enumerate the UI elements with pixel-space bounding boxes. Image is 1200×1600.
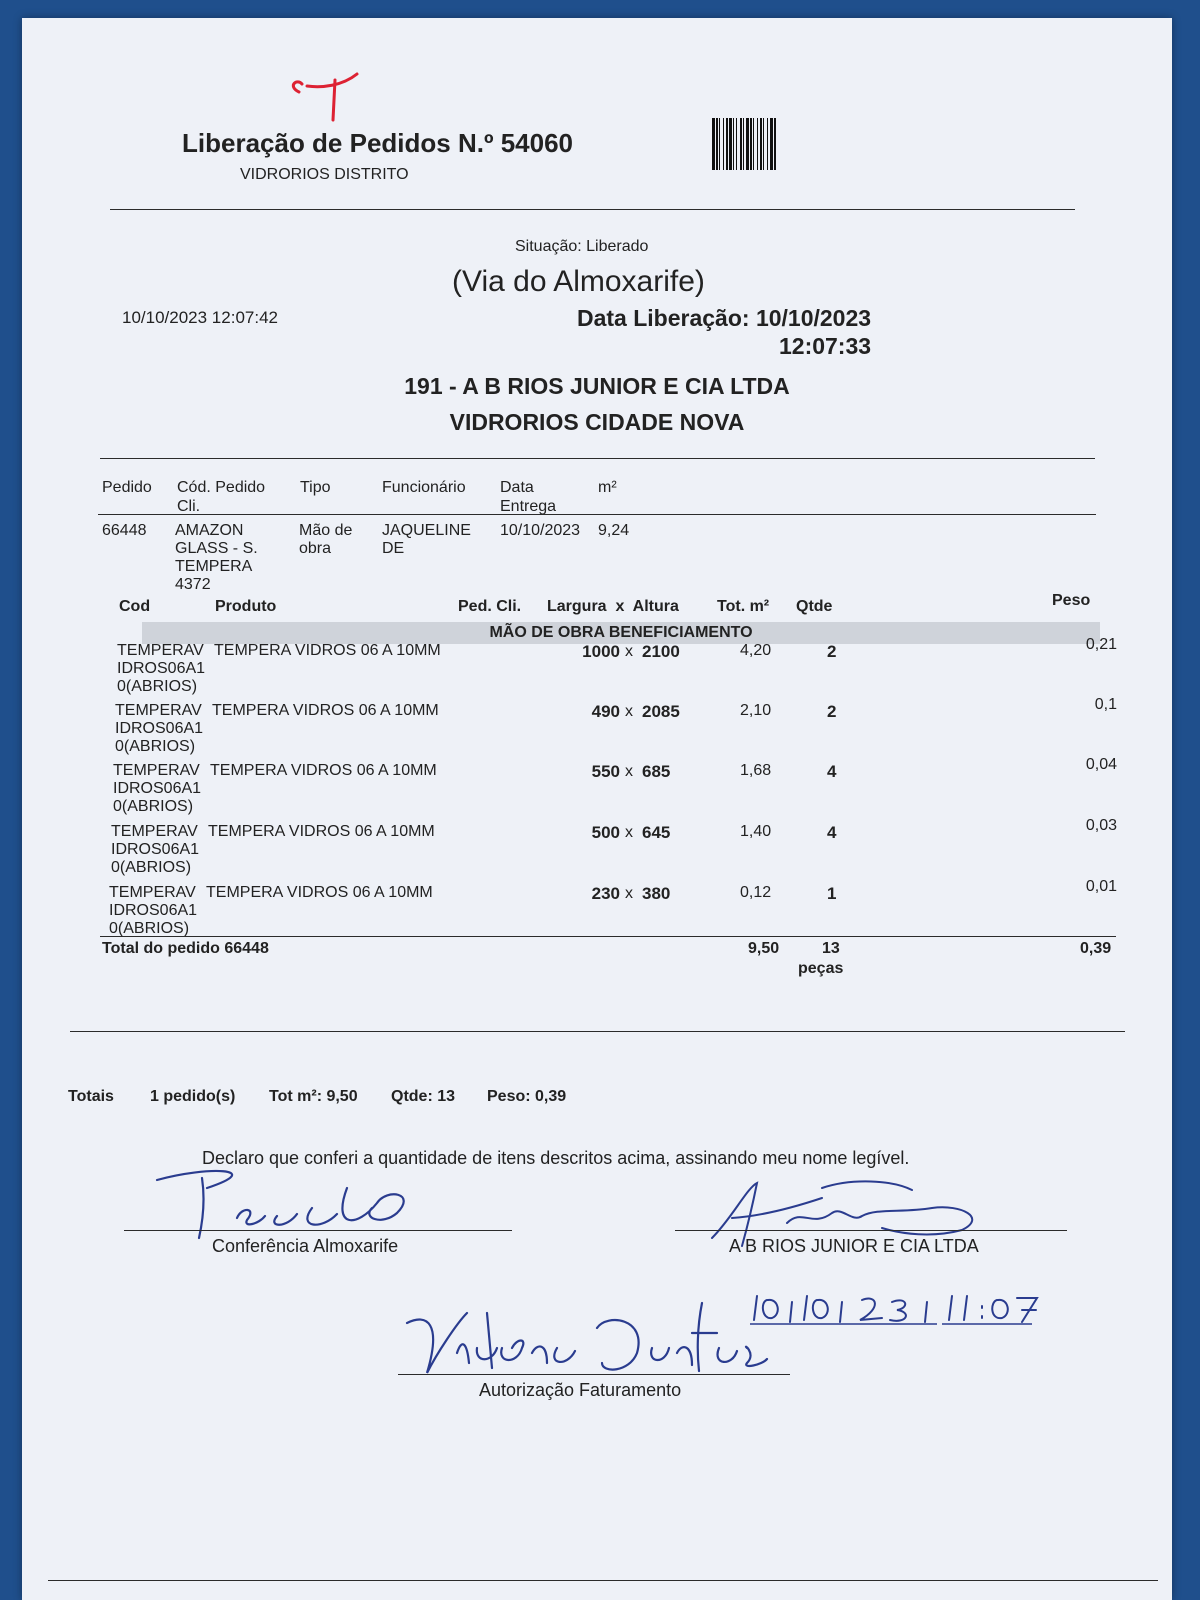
item-peso: 0,04 <box>1085 756 1117 773</box>
order-total-peso: 0,39 <box>1080 940 1112 957</box>
divider <box>100 936 1116 937</box>
item-cod-line: 0(ABRIOS) <box>113 798 194 815</box>
release-date <box>577 304 871 360</box>
customer-branch: VIDRORIOS CIDADE NOVA <box>449 409 745 435</box>
item-cod <box>109 884 209 938</box>
item-altura: 2085 <box>642 702 680 721</box>
signature-line <box>398 1374 790 1375</box>
divider <box>100 458 1095 459</box>
copy-type: (Via do Almoxarife) <box>452 265 705 298</box>
item-cod <box>111 823 211 877</box>
item-largura: 230 <box>591 884 620 903</box>
col-funcionario: Funcionário <box>382 479 466 496</box>
signature-line <box>124 1230 512 1231</box>
divider <box>98 514 1096 515</box>
order-total-qtde: 13 <box>822 940 840 957</box>
col-tipo: Tipo <box>300 479 331 496</box>
printed-timestamp: 10/10/2023 12:07:42 <box>122 308 278 327</box>
items-col-tot-m2: Tot. m² <box>717 598 770 615</box>
item-peso: 0,01 <box>1085 878 1117 895</box>
item-cod <box>117 642 217 696</box>
item-x: x <box>625 824 633 841</box>
item-altura: 2100 <box>642 642 680 661</box>
signature-label-cliente: A B RIOS JUNIOR E CIA LTDA <box>729 1236 979 1256</box>
document-page <box>22 18 1172 1600</box>
item-tot-m2: 1,40 <box>740 823 772 840</box>
release-time: 12:07:33 <box>778 333 872 359</box>
items-col-qtde: Qtde <box>796 598 833 615</box>
signature-line <box>675 1230 1067 1231</box>
item-peso: 0,1 <box>1094 696 1117 713</box>
item-largura: 500 <box>591 823 620 842</box>
item-peso: 0,03 <box>1085 817 1117 834</box>
item-tot-m2: 2,10 <box>740 702 772 719</box>
item-cod-line: TEMPERAV <box>113 762 200 779</box>
divider <box>48 1580 1158 1581</box>
totals-label: Totais <box>68 1088 114 1105</box>
item-produto: TEMPERA VIDROS 06 A 10MM <box>208 823 435 840</box>
col-m2: m² <box>598 479 617 496</box>
order-total-label: Total do pedido 66448 <box>102 940 269 957</box>
item-cod-line: 0(ABRIOS) <box>109 920 190 937</box>
item-qtde: 1 <box>827 884 837 903</box>
item-cod <box>115 702 215 756</box>
item-altura: 645 <box>642 823 671 842</box>
barcode <box>712 118 887 170</box>
item-cod-line: TEMPERAV <box>111 823 198 840</box>
signature-label-autorizacao: Autorização Faturamento <box>479 1380 682 1400</box>
item-cod-line: IDROS06A1 <box>117 660 206 677</box>
item-produto: TEMPERA VIDROS 06 A 10MM <box>214 642 441 659</box>
items-col-largura-altura: Largura x Altura <box>547 598 679 615</box>
item-qtde: 4 <box>827 823 837 842</box>
item-qtde: 2 <box>827 702 837 721</box>
divider <box>70 1031 1125 1032</box>
item-produto: TEMPERA VIDROS 06 A 10MM <box>212 702 439 719</box>
item-cod-line: TEMPERAV <box>115 702 202 719</box>
item-peso: 0,21 <box>1085 636 1117 653</box>
item-cod-line: IDROS06A1 <box>115 720 204 737</box>
item-tot-m2: 0,12 <box>740 884 772 901</box>
col-data-entrega: Data Entrega <box>500 479 557 515</box>
item-cod-line: TEMPERAV <box>109 884 196 901</box>
customer-name: 191 - A B RIOS JUNIOR E CIA LTDA <box>404 373 790 399</box>
item-largura: 1000 <box>582 642 620 661</box>
item-cod-line: 0(ABRIOS) <box>111 859 192 876</box>
item-cod-line: 0(ABRIOS) <box>115 738 196 755</box>
item-largura: 490 <box>591 702 620 721</box>
order-employee: JAQUELINE DE <box>382 522 471 557</box>
item-largura: 550 <box>591 762 620 781</box>
items-col-cod: Cod <box>119 598 151 615</box>
totals-m2: Tot m²: 9,50 <box>269 1088 358 1105</box>
item-cod-line: 0(ABRIOS) <box>117 678 198 695</box>
item-tot-m2: 1,68 <box>740 762 772 779</box>
order-m2: 9,24 <box>598 522 630 539</box>
order-total-unit: peças <box>798 960 844 977</box>
item-x: x <box>625 643 633 660</box>
items-col-peso: Peso <box>1052 592 1091 609</box>
item-altura: 685 <box>642 762 671 781</box>
item-qtde: 4 <box>827 762 837 781</box>
item-produto: TEMPERA VIDROS 06 A 10MM <box>206 884 433 901</box>
declaration-text: Declaro que conferi a quantidade de itens descritos acima, assinando meu nome legível. <box>202 1148 910 1168</box>
order-client-code: AMAZON GLASS - S. TEMPERA 4372 <box>175 522 258 593</box>
col-cod-pedido-cli: Cód. Pedido Cli. <box>177 479 266 515</box>
company-name: VIDRORIOS DISTRITO <box>240 166 409 183</box>
item-x: x <box>625 885 633 902</box>
order-type: Mão de obra <box>299 522 353 557</box>
items-col-ped-cli: Ped. Cli. <box>458 598 522 615</box>
section-band <box>142 622 1100 644</box>
item-x: x <box>625 703 633 720</box>
handwritten-mark <box>277 66 367 126</box>
divider <box>110 209 1075 210</box>
col-pedido: Pedido <box>102 479 152 496</box>
items-col-produto: Produto <box>215 598 277 615</box>
totals-peso: Peso: 0,39 <box>487 1088 567 1105</box>
order-delivery-date: 10/10/2023 <box>500 522 581 539</box>
customer-block <box>22 368 1172 440</box>
handwritten-date <box>732 1288 1042 1338</box>
signature-autorizacao <box>397 1293 777 1383</box>
totals-pedidos: 1 pedido(s) <box>150 1088 236 1105</box>
item-qtde: 2 <box>827 642 837 661</box>
order-number: 66448 <box>102 522 147 539</box>
document-title: Liberação de Pedidos N.º 54060 <box>182 128 573 158</box>
item-cod-line: IDROS06A1 <box>111 841 200 858</box>
item-produto: TEMPERA VIDROS 06 A 10MM <box>210 762 437 779</box>
item-altura: 380 <box>642 884 671 903</box>
item-cod-line: IDROS06A1 <box>109 902 198 919</box>
item-cod-line: IDROS06A1 <box>113 780 202 797</box>
item-cod <box>113 762 213 816</box>
barcode-bar <box>776 118 777 170</box>
status-text: Situação: Liberado <box>515 238 649 255</box>
item-tot-m2: 4,20 <box>740 642 772 659</box>
item-x: x <box>625 763 633 780</box>
release-date-label: Data Liberação: 10/10/2023 <box>577 305 872 331</box>
signature-label-conferencia: Conferência Almoxarife <box>212 1236 399 1256</box>
totals-qtde: Qtde: 13 <box>391 1088 456 1105</box>
section-label: MÃO DE OBRA BENEFICIAMENTO <box>489 624 753 641</box>
item-cod-line: TEMPERAV <box>117 642 204 659</box>
order-total-m2: 9,50 <box>748 940 780 957</box>
